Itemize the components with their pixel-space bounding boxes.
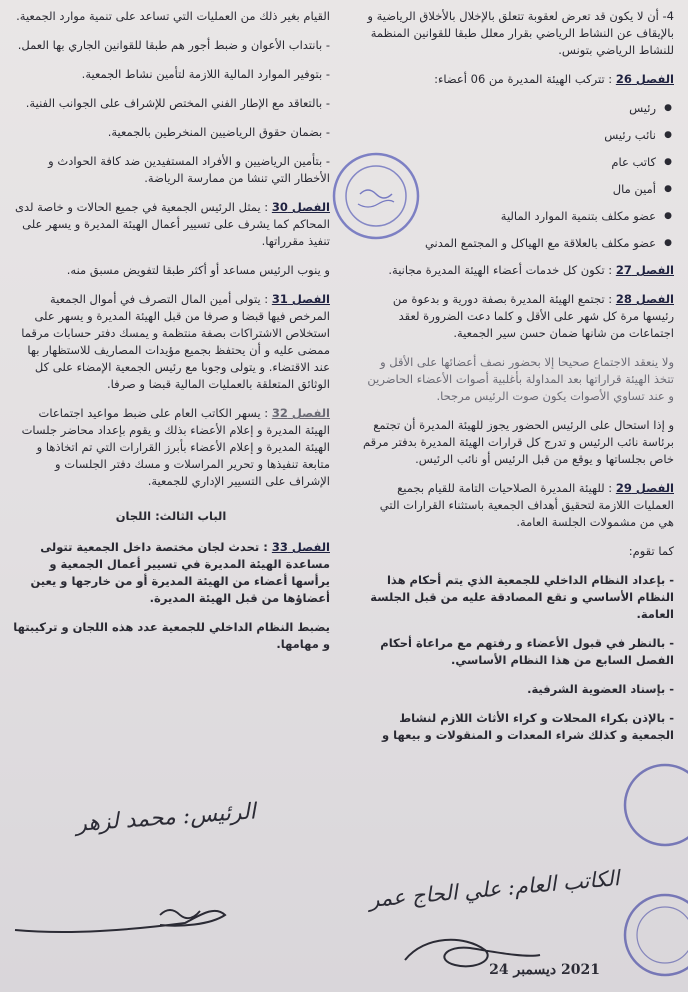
stamp-icon <box>610 760 688 980</box>
blue-stamp-bottom-right <box>610 760 688 980</box>
duties-intro: كما تقوم: <box>628 544 674 558</box>
right-column <box>362 8 674 756</box>
article-26 <box>362 71 674 88</box>
rent-paragraph: - بالإذن بكراء المحلات و كراء الأثاث اللازم لنشاط الجمعية و كذلك شراء المعدات و المنقولات و بيعها و <box>382 711 674 742</box>
list-item: ● رئيس <box>362 100 656 117</box>
list-item: ● عضو مكلف بالعلاقة مع الهياكل و المجتمع المدني <box>362 235 656 252</box>
article-33-label: الفصل 33 <box>271 540 330 554</box>
article-29 <box>362 480 674 531</box>
committees-paragraph: يضبط النظام الداخلي للجمعية عدد هذه اللجان و تركيبتها و مهامها. <box>13 620 330 651</box>
article-29-label: الفصل 29 <box>615 481 674 495</box>
deputy-paragraph: و ينوب الرئيس مساعد أو أكثر طبقا لتفويض مسبق منه. <box>66 263 330 277</box>
left-column <box>12 8 330 665</box>
absence-paragraph: و إذا استحال على الرئيس الحضور يجوز للهيئة المديرة أن تجتمع برئاسة نائب الرئيس و تدرج كل قرارات الهيئة المديرة بدفتر مرقم خاص بجلساتها و يوقع من قبل الرئيس أو نائب الرئيس. <box>362 418 674 466</box>
article-33 <box>12 539 330 607</box>
resources-paragraph: القيام بغير ذلك من العمليات التي تساعد على تنمية موارد الجمعية. <box>16 9 330 23</box>
condition-4: 4- أن لا يكون قد تعرض لعقوبة تتعلق بالإخلال بالأخلاق الرياضية و بالإيقاف عن النشاط الرياضي بقرار معلل طبقا للقوانين المنظمة للنشاط الرياضي بتونس. <box>367 9 674 57</box>
article-28 <box>362 291 674 342</box>
membership-paragraph: - بالنظر في قبول الأعضاء و رفتهم مع مراعاة أحكام الفصل السابع من هذا النظام الأساسي. <box>380 636 674 667</box>
article-30 <box>12 199 330 250</box>
article-32 <box>12 405 330 490</box>
article-28-label: الفصل 28 <box>615 292 674 306</box>
article-27-text: : تكون كل خدمات أعضاء الهيئة المديرة مجانية. <box>388 263 613 277</box>
article-27 <box>362 262 674 279</box>
article-31-text: : يتولى أمين المال التصرف في أموال الجمعية المرخص فيها قبضا و صرفا من قبل الهيئة المديرة و يسهر على استخلاص الاشتراكات بصفة منتظمة و يمسك دفتر حسابات مرقما ممضى عليه و أن يحتفظ بجميع مؤيدات المصاريف للاستظهار بها عند الاقتضاء. و يتولى وجوبا مع رئيس الجمعية الإمضاء على كل الوثائق المتعلقة بالعمليات المالية قبضا و صرفا. <box>21 292 330 391</box>
blue-stamp-middle <box>330 150 422 242</box>
list-item: ● أمين مال <box>362 181 656 198</box>
article-28-text: : تجتمع الهيئة المديرة بصفة دورية و بدعوة من رئيسها مرة كل شهر على الأقل و كلما دعت الضرورة لعقد اجتماعات من شانها ضمان حسن سير الجمعية. <box>392 292 674 340</box>
chapter-3-heading: الباب الثالث: اللجان <box>115 509 227 523</box>
technical-staff-paragraph: - بالتعاقد مع الإطار الفني المختص للإشراف على الجوانب الفنية. <box>25 96 330 110</box>
internal-rules-paragraph: - بإعداد النظام الداخلي للجمعية الذي يتم أحكام هذا النظام الأساسي و تقع المصادقة عليه من قبل الجلسة العامة. <box>370 573 674 621</box>
insurance-paragraph: - بتأمين الرياضيين و الأفراد المستفيدين ضد كافة الحوادث و الأخطار التي تنشا من ممارسة الرياضة. <box>48 154 330 185</box>
honorary-paragraph: - بإسناد العضوية الشرفية. <box>527 682 674 696</box>
article-33-text: : تحدث لجان مختصة داخل الجمعية تتولى مساعدة الهيئة المديرة في تسيير أعمال الجمعية و يرأسها أعضاء من الهيئة المديرة أو من خارجها و يعين أعضاؤها من قبل الهيئة المديرة. <box>30 540 330 605</box>
hiring-paragraph: - بانتداب الأعوان و ضبط أجور هم طبقا للقوانين الجاري بها العمل. <box>17 38 330 52</box>
stamp-icon <box>330 150 422 242</box>
article-32-text: : يسهر الكاتب العام على ضبط مواعيد اجتماعات الهيئة المديرة و إعلام الأعضاء بذلك و يقوم بإعداد محاضر جلسات الهيئة المديرة و إعلام الأعضاء بأبرز القرارات التي تم اتخاذها و متابعة تنفيذها و تحرير المراسلات و مسك دفتر الجلسات و الإشراف على التسيير الإداري للجمعية. <box>21 406 330 488</box>
article-30-text: : يمثل الرئيس الجمعية في جميع الحالات و خاصة لدى المحاكم كما يشرف على تسيير أعمال الهيئة المديرة و يسهر على تنفيذ مقرراتها. <box>14 200 330 248</box>
quorum-paragraph: ولا ينعقد الاجتماع صحيحا إلا بحضور نصف أعضائها على الأقل و تتخذ الهيئة قراراتها بعد المداولة بأغلبية أصوات الأعضاء الحاضرين و عند تساوي الأصوات يكون صوت الرئيس مرجحا. <box>367 355 674 403</box>
article-29-text: : للهيئة المديرة الصلاحيات التامة للقيام بجميع العمليات اللازمة لتحقيق أهداف الجمعية باستثناء القرارات التي هي من مشمولات الجلسة العامة. <box>379 481 674 529</box>
article-32-label: الفصل 32 <box>271 406 330 420</box>
athletes-rights-paragraph: - بضمان حقوق الرياضيين المنخرطين بالجمعية. <box>107 125 330 139</box>
list-item: ● عضو مكلف بتنمية الموارد المالية <box>362 208 656 225</box>
article-26-label: الفصل 26 <box>615 72 674 86</box>
secretary-signature: الكاتب العام: علي الحاج عمر <box>368 866 621 912</box>
article-26-text: : تتركب الهيئة المديرة من 06 أعضاء: <box>434 72 613 86</box>
president-signature-scrawl <box>10 885 240 945</box>
president-signature: الرئيس: محمد لزهر <box>75 799 257 837</box>
article-31-label: الفصل 31 <box>271 292 330 306</box>
article-30-label: الفصل 30 <box>271 200 330 214</box>
list-item: ● كاتب عام <box>362 154 656 171</box>
list-item: ● نائب رئيس <box>362 127 656 144</box>
date-note: 2021 ديسمبر 24 <box>489 962 600 978</box>
article-31 <box>12 291 330 393</box>
article-27-label: الفصل 27 <box>615 263 674 277</box>
funding-paragraph: - بتوفير الموارد المالية اللازمة لتأمين نشاط الجمعية. <box>81 67 330 81</box>
